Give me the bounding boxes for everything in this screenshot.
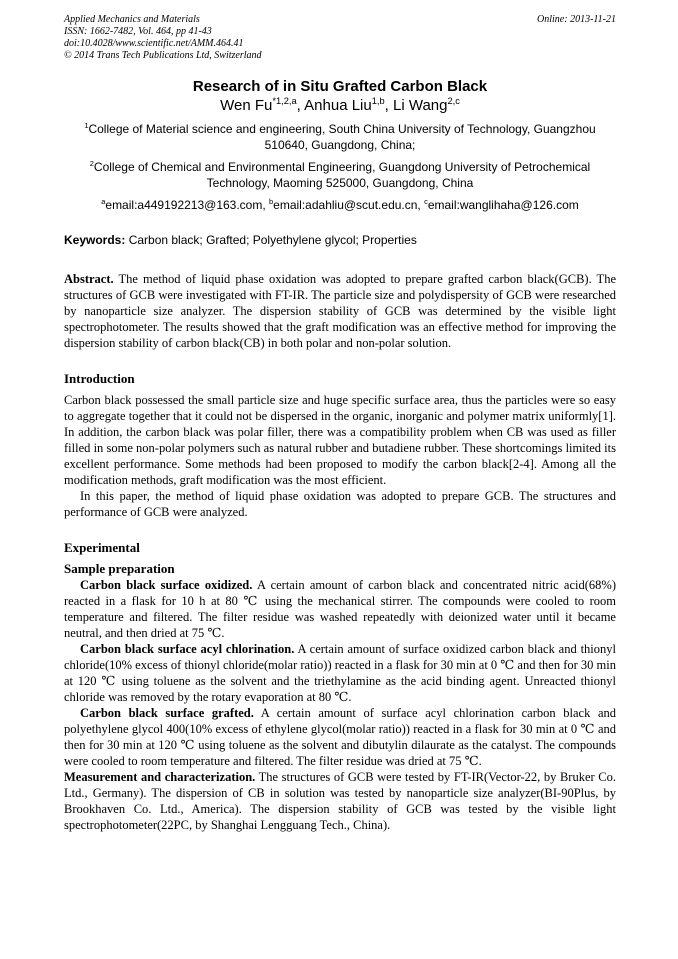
- affiliation-superscript: 1: [84, 121, 89, 130]
- keywords-label: Keywords:: [64, 233, 126, 247]
- abstract: [64, 271, 616, 351]
- issn-line: ISSN: 1662-7482, Vol. 464, pp 41-43: [64, 26, 212, 37]
- author-superscript: 1,b: [371, 96, 385, 106]
- author-superscript: *1,2,a: [272, 96, 297, 106]
- procedure-acyl-chlorination: [64, 641, 616, 705]
- email-text: email:adahliu@scut.edu.cn,: [273, 198, 425, 212]
- procedure-label: Carbon black surface oxidized.: [80, 578, 253, 592]
- introduction-heading: Introduction: [64, 371, 135, 386]
- email-superscript: c: [424, 197, 428, 206]
- email-superscript: a: [101, 197, 106, 206]
- author-name: Wen Fu: [220, 97, 273, 114]
- procedure-label: Carbon black surface grafted.: [80, 706, 254, 720]
- experimental-heading: Experimental: [64, 540, 140, 555]
- author-superscript: 2,c: [447, 96, 460, 106]
- keywords: [64, 232, 616, 248]
- procedure-label: Carbon black surface acyl chlorination.: [80, 642, 295, 656]
- introduction-paragraph-1: Carbon black possessed the small particle size and huge specific surface area, thus the particles were so easy to aggregate together that it could not be dispersed in the organic, inorganic and polymer matrix uniformly[1]. In addition, the carbon black was polar filler, there was a compatibility problem when CB was used as filler filled in some non-polar polymers such as natural rubber and butadiene rubber. These shortcomings limited its excellent performance. Some methods had been proposed to modify the carbon black[2-4]. Among all the modification methods, graft modification was the most efficient.: [64, 393, 616, 487]
- author-separator: ,: [296, 97, 305, 114]
- abstract-label: Abstract.: [64, 272, 114, 286]
- online-date: Online: 2013-11-21: [537, 14, 616, 25]
- email-text: email:a449192213@163.com,: [105, 198, 270, 212]
- journal-name: Applied Mechanics and Materials: [64, 14, 200, 25]
- procedure-text: A certain amount of carbon black and concentrated nitric acid(68%) reacted in a flask for 10 h at 80 ℃ using the mechanical stirrer. The compounds were cooled to room temperature and filtered. The filter residue was washed repeatedly with deionized water until it became neutral, and then dried at 75 ℃.: [64, 578, 616, 640]
- copyright-line: © 2014 Trans Tech Publications Ltd, Switzerland: [64, 50, 262, 61]
- affiliation-superscript: 2: [89, 159, 94, 168]
- author-name: Anhua Liu: [304, 97, 372, 114]
- affiliation-1: [64, 121, 616, 153]
- email-text: email:wanglihaha@126.com: [427, 198, 579, 212]
- author-separator: ,: [384, 97, 393, 114]
- affiliation-text: College of Material science and engineering, South China University of Technology, Guangzhou 510640, Guangdong, China;: [88, 122, 596, 152]
- procedure-text: A certain amount of surface acyl chlorination carbon black and polyethylene glycol 400(10% excess of ethylene glycol(molar ratio)) reacted in a flask for 30 min at 0 ℃ and then for 30 min at 120 ℃ using toluene as the solvent and dibutylin dilaurate as the catalyst. The compounds were cooled to room temperature and filtered. The filter residue was dried at 75 ℃.: [64, 706, 616, 768]
- procedure-oxidized: [64, 577, 616, 641]
- paper-title: Research of in Situ Grafted Carbon Black: [192, 78, 488, 95]
- keywords-text: Carbon black; Grafted; Polyethylene glycol; Properties: [125, 233, 417, 247]
- measurement-text: The structures of GCB were tested by FT-IR(Vector-22, by Bruker Co. Ltd., Germany). The dispersion of CB in solution was tested by nanoparticle size analyzer(BI-90Plus, by Brookhaven Co. Ltd., America). The dispersion stability of GCB was tested by the visible light spectrophotometer(22PC, by Shanghai Lengguang Tech., China).: [64, 770, 616, 832]
- procedure-grafted: [64, 705, 616, 769]
- email-superscript: b: [269, 197, 274, 206]
- abstract-text: The method of liquid phase oxidation was adopted to prepare grafted carbon black(GCB). The structures of GCB were investigated with FT-IR. The particle size and polydispersity of GCB were researched by nanoparticle size analyzer. The dispersion stability of GCB was determined by the visible light spectrophotometer. The results showed that the graft modification was an effective method for improving the dispersion stability of carbon black(CB) in both polar and non-polar solution.: [64, 272, 616, 350]
- procedure-text: A certain amount of surface oxidized carbon black and thionyl chloride(10% excess of thionyl chloride(molar ratio)) reacted in a flask for 30 min at 0 ℃ and then for 30 min at 120 ℃ using toluene as the solvent and the triethylamine as the acid binding agent. Unreacted thionyl chloride was removed by the rotary evaporation at 80 ℃.: [64, 642, 617, 704]
- author-name: Li Wang: [393, 97, 448, 114]
- sample-preparation-heading: Sample preparation: [64, 561, 175, 576]
- doi-line: doi:10.4028/www.scientific.net/AMM.464.41: [64, 38, 244, 49]
- email-line: [64, 197, 616, 213]
- measurement-label: Measurement and characterization.: [64, 770, 256, 784]
- paper-page: [64, 14, 616, 833]
- affiliation-text: College of Chemical and Environmental Engineering, Guangdong University of Petrochemical Technology, Maoming 525000, Guangdong, China: [93, 160, 591, 190]
- affiliation-2: [64, 159, 616, 191]
- measurement-paragraph: [64, 769, 616, 833]
- introduction-paragraph-2: In this paper, the method of liquid phase oxidation was adopted to prepare GCB. The structures and performance of GCB were analyzed.: [64, 489, 616, 519]
- author-list: [64, 97, 616, 115]
- journal-header: [64, 14, 616, 62]
